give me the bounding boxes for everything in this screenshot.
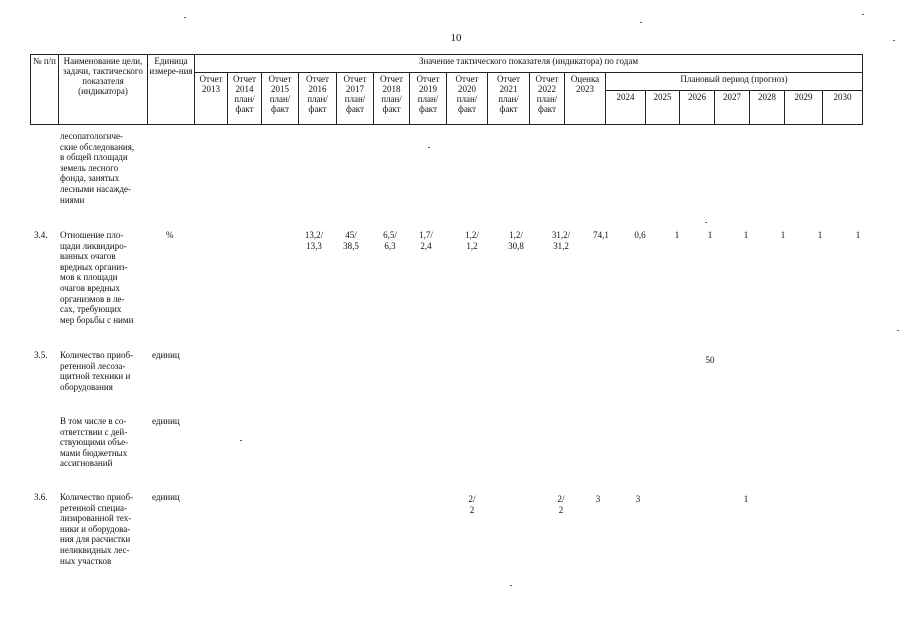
value-2022: 2/ 2 <box>557 494 565 515</box>
indicator-name: В том числе в со- ответствии с дей- ствующими объе- мами бюджетных ассигнований <box>60 416 129 469</box>
scan-speck <box>897 330 899 331</box>
years-group-header: Значение тактического показателя (индикатора) по годам <box>195 55 863 73</box>
value-2017: 45/ 38,5 <box>343 230 359 251</box>
plan-year-2030: 2030 <box>823 91 863 125</box>
page-number: 10 <box>450 32 462 44</box>
scan-speck <box>184 17 186 18</box>
unit: единиц <box>152 416 180 426</box>
value-2016: 13,2/ 13,3 <box>304 230 324 251</box>
row-number: 3.4. <box>34 230 48 240</box>
year-header-2016: Отчет 2016 план/ факт <box>299 73 337 125</box>
plan-year-2024: 2024 <box>606 91 646 125</box>
plan-year-2029: 2029 <box>785 91 823 125</box>
scan-speck <box>510 585 512 586</box>
value-2021: 1,2/ 30,8 <box>508 230 524 251</box>
year-header-2017: Отчет 2017 план/ факт <box>337 73 374 125</box>
scan-speck <box>862 14 864 15</box>
indicator-name: Количество приоб- ретенной лесоза- щитной техники и оборудования <box>60 350 134 392</box>
col-name-header: Наименование цели, задачи, тактического показателя (индикатора) <box>59 55 148 125</box>
year-header-2021: Отчет 2021 план/ факт <box>488 73 530 125</box>
scan-speck <box>428 147 430 148</box>
year-header-2022: Отчет 2022 план/ факт <box>530 73 565 125</box>
value-2020: 2/ 2 <box>468 494 476 515</box>
plan-2027: 1 <box>743 494 749 504</box>
scan-speck <box>640 22 642 23</box>
col-unit-header: Единица измере-ния <box>148 55 195 125</box>
unit: единиц <box>152 492 180 502</box>
year-header-2013: Отчет 2013 <box>195 73 228 125</box>
year-header-2019: Отчет 2019 план/ факт <box>410 73 447 125</box>
unit: единиц <box>152 350 180 360</box>
value-2020: 1,2/ 1,2 <box>465 230 479 251</box>
indicator-name: Отношение пло- щади ликвидиро- ванных очагов вредных организ- мов к площади очагов вредных организмов в ле- сах, требующих мер борьбы с ними <box>60 230 134 325</box>
plan-2025: 1 <box>674 230 680 240</box>
value-2018: 6,5/ 6,3 <box>383 230 397 251</box>
value-2019: 1,7/ 2,4 <box>419 230 433 251</box>
plan-2027: 1 <box>743 230 749 240</box>
plan-2026: 50 <box>705 355 715 365</box>
continued-indicator-name: лесопатологиче- ские обследования, в общей площади земель лесного фонда, занятых лесными насажде- ниями <box>60 131 135 205</box>
estimate-2023: 3 <box>595 494 601 504</box>
plan-year-2027: 2027 <box>715 91 750 125</box>
plan-2029: 1 <box>817 230 823 240</box>
plan-2024: 3 <box>635 494 641 504</box>
plan-2026: 1 <box>707 230 713 240</box>
plan-year-2025: 2025 <box>646 91 680 125</box>
plan-year-2028: 2028 <box>750 91 785 125</box>
scan-speck <box>893 40 895 41</box>
plan-year-2026: 2026 <box>680 91 715 125</box>
plan-2024: 0,6 <box>634 230 646 240</box>
plan-period-header: Плановый период (прогноз) <box>606 73 863 91</box>
scan-speck <box>240 440 242 441</box>
year-header-2018: Отчет 2018 план/ факт <box>374 73 410 125</box>
indicator-name: Количество приоб- ретенной специа- лизированной тех- ники и оборудова- ния для расчистки неликвидных лес- ных участков <box>60 492 134 566</box>
year-header-2015: Отчет 2015 план/ факт <box>262 73 299 125</box>
plan-2030: 1 <box>855 230 861 240</box>
col-number-header: № п/п <box>31 55 59 125</box>
estimate-header-2023: Оценка 2023 <box>565 73 606 125</box>
value-2022: 31,2/ 31,2 <box>551 230 571 251</box>
plan-2028: 1 <box>780 230 786 240</box>
estimate-2023: 74,1 <box>593 230 609 240</box>
row-number: 3.6. <box>34 492 48 502</box>
year-header-2014: Отчет 2014 план/ факт <box>228 73 262 125</box>
scan-speck <box>705 222 707 223</box>
year-header-2020: Отчет 2020 план/ факт <box>447 73 488 125</box>
row-number: 3.5. <box>34 350 48 360</box>
unit: % <box>166 230 174 240</box>
